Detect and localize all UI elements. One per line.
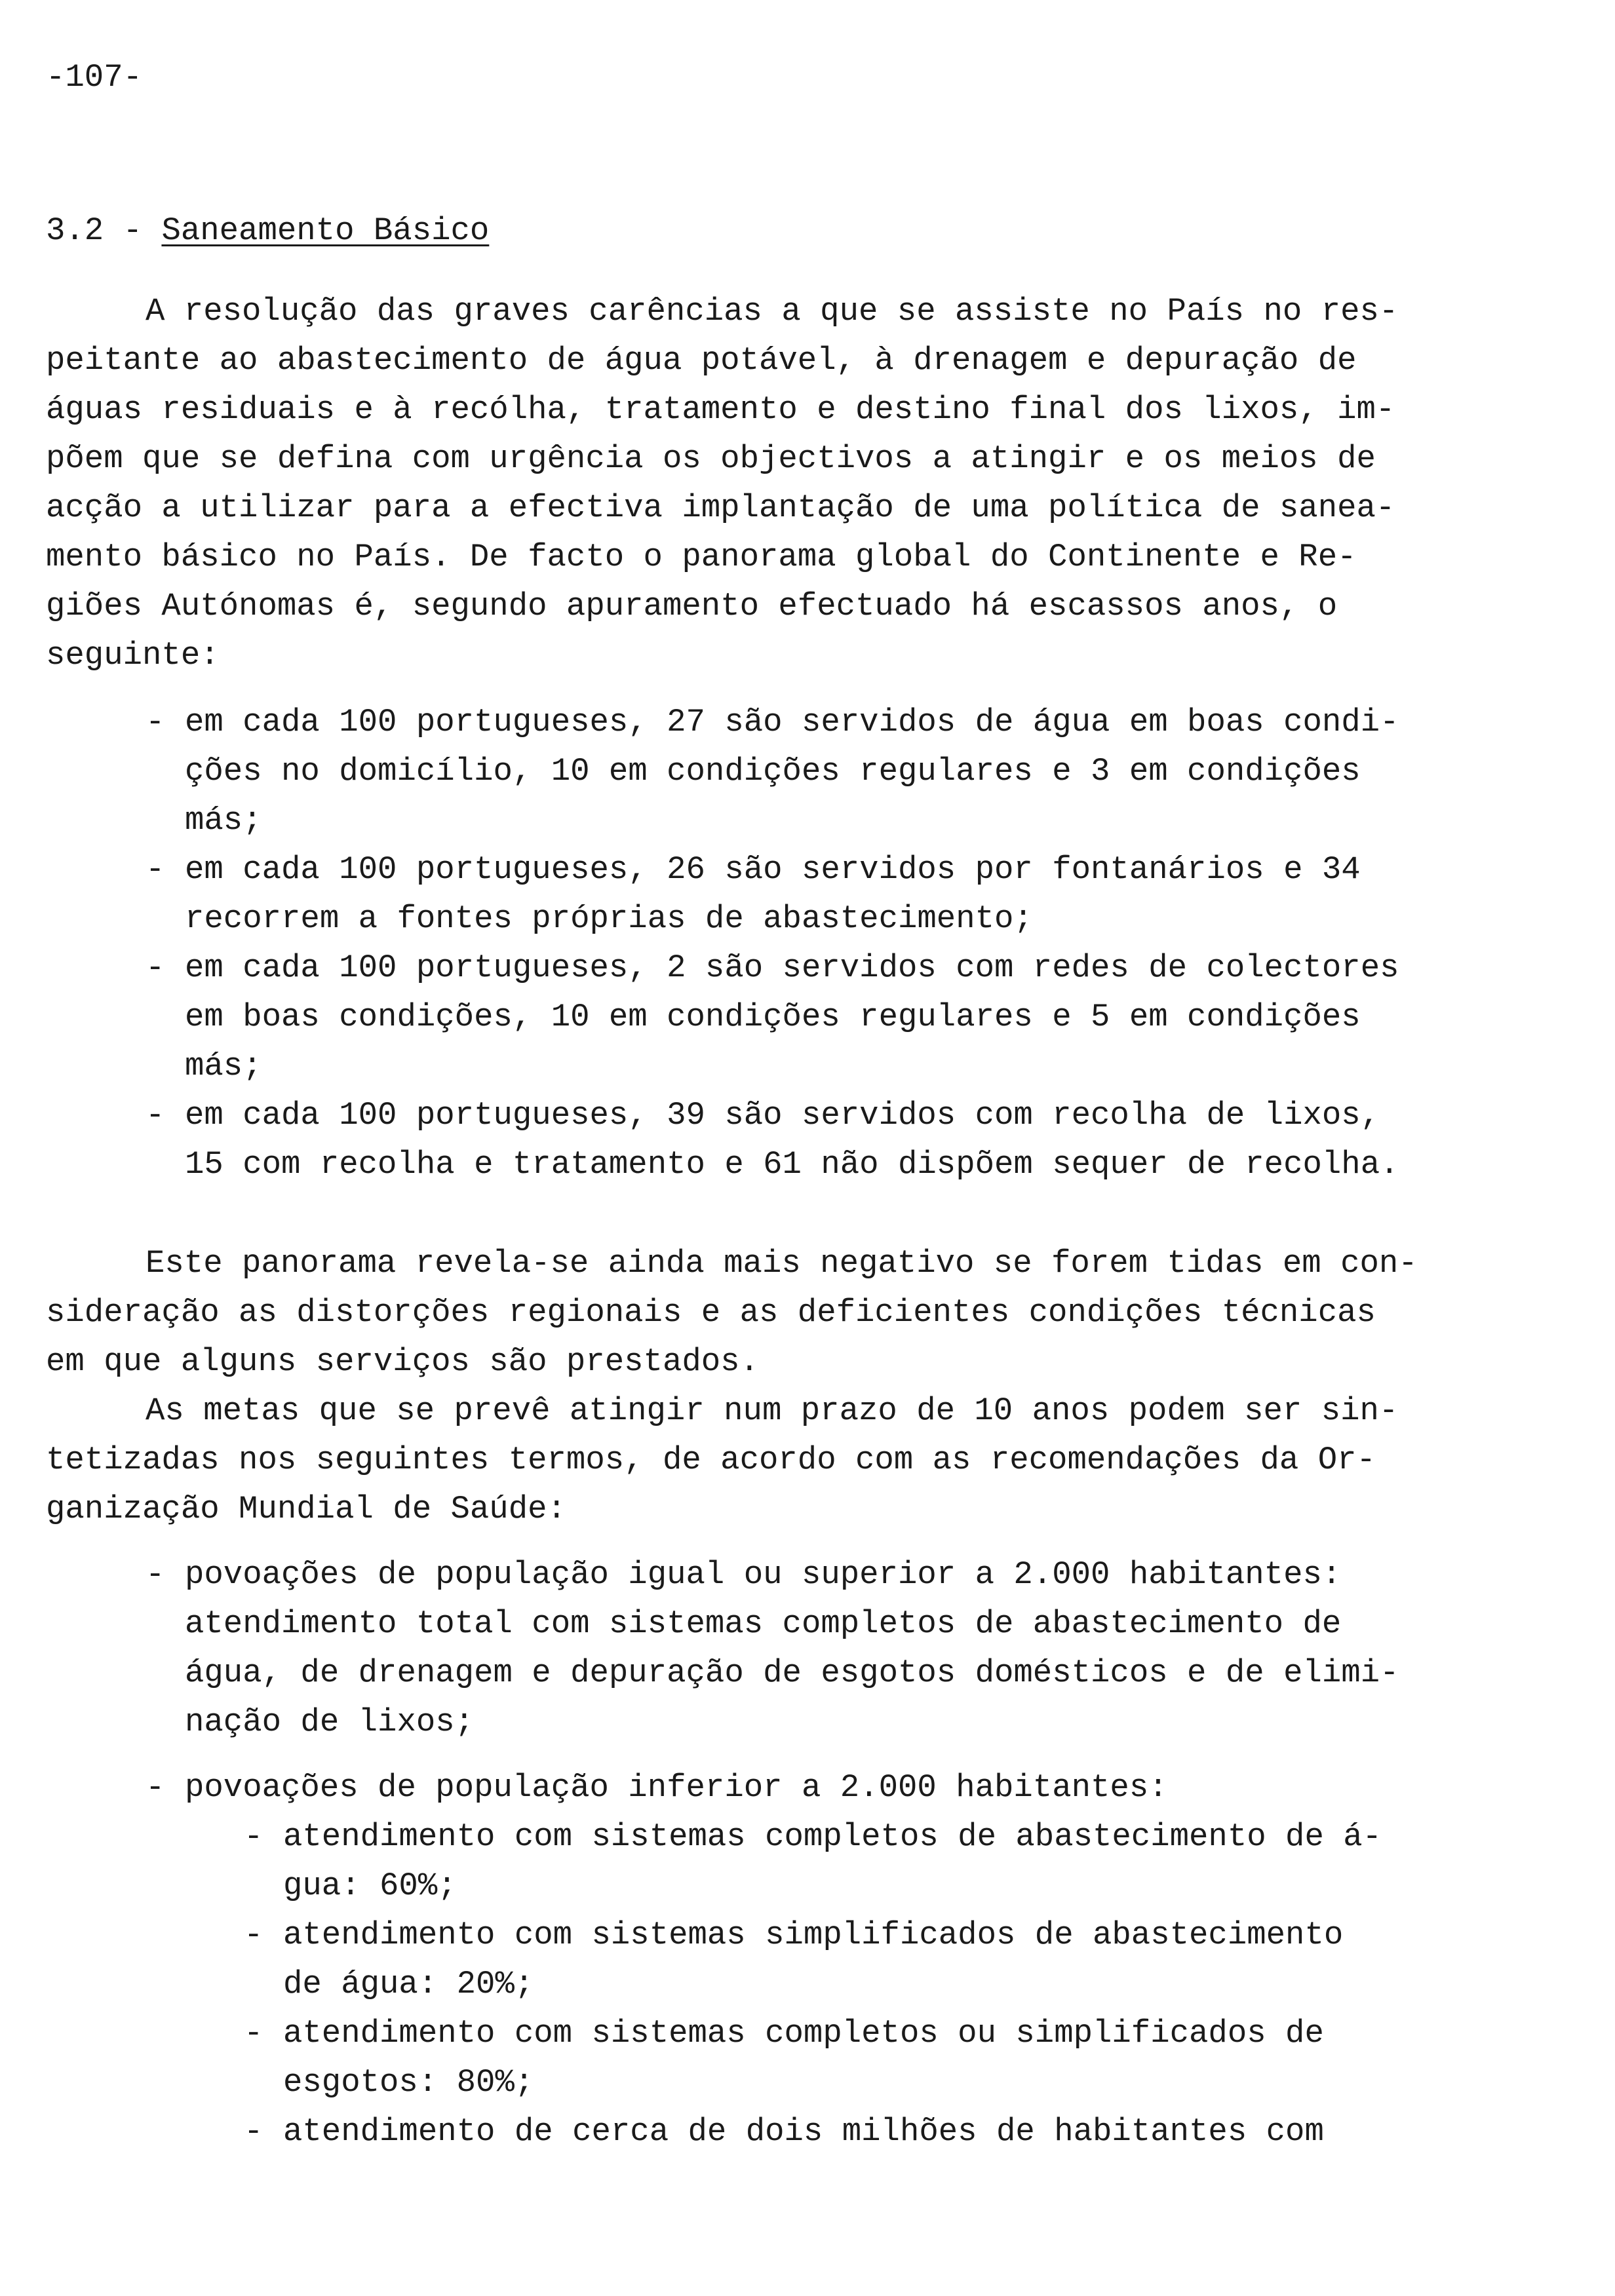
section-title: Saneamento Básico xyxy=(161,212,490,249)
list-item-line: esgotos: 80%; xyxy=(283,2064,534,2101)
list-item-line: ções no domicílio, 10 em condições regulares e 3 em condições xyxy=(185,753,1361,790)
paragraph-line: águas residuais e à recólha, tratamento e destino final dos lixos, im- xyxy=(46,391,1395,428)
paragraph-line: peitante ao abastecimento de água potável, à drenagem e depuração de xyxy=(46,342,1357,379)
list-dash: - xyxy=(146,1097,165,1134)
paragraph-line: acção a utilizar para a efectiva implantação de uma política de sanea- xyxy=(46,489,1395,526)
paragraph-line: sideração as distorções regionais e as deficientes condições técnicas xyxy=(46,1294,1376,1331)
paragraph-line: Este panorama revela-se ainda mais negativo se forem tidas em con- xyxy=(146,1245,1418,1282)
list-dash: - xyxy=(146,1769,165,1806)
paragraph-line: mento básico no País. De facto o panorama global do Continente e Re- xyxy=(46,539,1357,575)
list-item-line: gua: 60%; xyxy=(283,1867,457,1904)
list-dash: - xyxy=(244,1818,263,1855)
list-item-line: em cada 100 portugueses, 39 são servidos com recolha de lixos, xyxy=(185,1097,1380,1134)
list-dash: - xyxy=(146,704,165,740)
list-dash: - xyxy=(244,2113,263,2150)
paragraph-line: ganização Mundial de Saúde: xyxy=(46,1491,566,1527)
paragraph-line: tetizadas nos seguintes termos, de acordo com as recomendações da Or- xyxy=(46,1442,1376,1478)
list-item-line: em boas condições, 10 em condições regulares e 5 em condições xyxy=(185,999,1361,1035)
list-item-line: de água: 20%; xyxy=(283,1966,534,2002)
list-item-line: atendimento com sistemas completos de abastecimento de á- xyxy=(283,1818,1382,1855)
section-heading xyxy=(46,211,489,250)
list-item-line: más; xyxy=(185,1048,262,1084)
list-item-line: atendimento com sistemas completos ou simplificados de xyxy=(283,2015,1324,2052)
list-item-line: atendimento total com sistemas completos de abastecimento de xyxy=(185,1605,1342,1642)
list-dash: - xyxy=(146,1556,165,1593)
list-dash: - xyxy=(244,2015,263,2052)
paragraph-line: põem que se defina com urgência os objectivos a atingir e os meios de xyxy=(46,440,1376,477)
paragraph-line: seguinte: xyxy=(46,637,220,674)
list-item-line: povoações de população inferior a 2.000 habitantes: xyxy=(185,1769,1168,1806)
list-item-line: em cada 100 portugueses, 2 são servidos com redes de colectores xyxy=(185,949,1399,986)
page-number: -107- xyxy=(46,59,143,96)
list-dash: - xyxy=(244,1917,263,1953)
list-item-line: água, de drenagem e depuração de esgotos domésticos e de elimi- xyxy=(185,1655,1399,1691)
list-item-line: más; xyxy=(185,802,262,839)
section-number: 3.2 - xyxy=(46,212,162,249)
paragraph-line: em que alguns serviços são prestados. xyxy=(46,1343,759,1380)
list-item-line: nação de lixos; xyxy=(185,1704,475,1740)
list-item-line: em cada 100 portugueses, 26 são servidos por fontanários e 34 xyxy=(185,851,1361,888)
paragraph-line: As metas que se prevê atingir num prazo de 10 anos podem ser sin- xyxy=(146,1392,1399,1429)
list-item-line: em cada 100 portugueses, 27 são servidos de água em boas condi- xyxy=(185,704,1399,740)
list-dash: - xyxy=(146,949,165,986)
list-item-line: atendimento de cerca de dois milhões de habitantes com xyxy=(283,2113,1324,2150)
list-item-line: atendimento com sistemas simplificados de abastecimento xyxy=(283,1917,1344,1953)
list-item-line: recorrem a fontes próprias de abastecimento; xyxy=(185,900,1033,937)
list-item-line: 15 com recolha e tratamento e 61 não dispõem sequer de recolha. xyxy=(185,1146,1399,1183)
list-dash: - xyxy=(146,851,165,888)
list-item-line: povoações de população igual ou superior a 2.000 habitantes: xyxy=(185,1556,1342,1593)
paragraph-line: giões Autónomas é, segundo apuramento efectuado há escassos anos, o xyxy=(46,588,1338,624)
paragraph-line: A resolução das graves carências a que se assiste no País no res- xyxy=(146,293,1399,330)
